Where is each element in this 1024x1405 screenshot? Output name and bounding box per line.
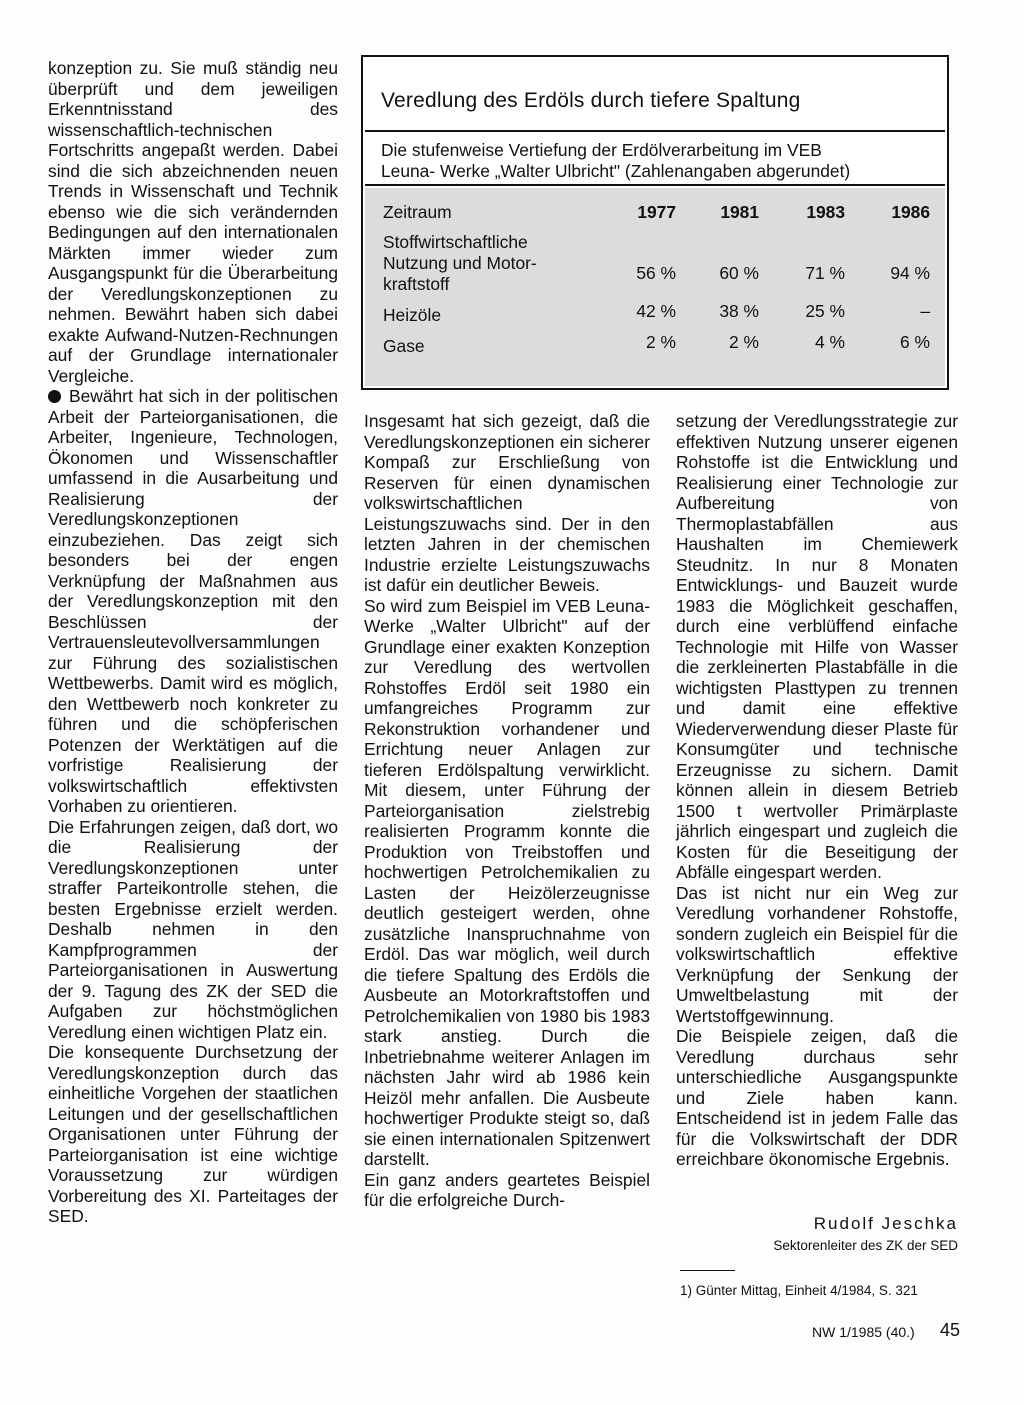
- paragraph-bulleted: [48, 386, 338, 817]
- data-table: [365, 188, 945, 386]
- table-cell: 60 %: [719, 263, 759, 283]
- table-cell: 6 %: [900, 332, 930, 352]
- subtitle-line: Die stufenweise Vertiefung der Erdölverarbeitung im VEB: [381, 140, 822, 160]
- column-left: [48, 58, 338, 1227]
- author-name: Rudolf Jeschka: [813, 1214, 958, 1233]
- row-label-line: kraftstoff: [383, 274, 450, 294]
- table-cell: 2 %: [646, 332, 676, 352]
- year-header: 1977: [637, 202, 676, 222]
- footnote-divider: [680, 1270, 735, 1271]
- header-label: Zeitraum: [383, 202, 452, 222]
- footnote: 1) Günter Mittag, Einheit 4/1984, S. 321: [680, 1283, 918, 1298]
- paragraph: setzung der Veredlungsstrategie zur effektiven Nutzung unserer eigenen Rohstoffe ist die Entwicklung und Realisierung einer Technologie zur Aufbereitung von Thermoplastabfällen aus Haushalten im Chemiewerk Steudnitz. In nur 8 Monaten Entwicklungs- und Bauzeit wurde 1983 die Möglichkeit geschaffen, durch eine verblüffend einfache Technologie mit Hilfe von Wasser die zerkleinerten Plastabfälle in die wichtigsten Plasttypen zu trennen und damit eine effektive Wiederverwendung dieser Plaste für Konsumgüter und technische Erzeugnisse zu sichern. Damit können allein in diesem Betrieb 1500 t wertvoller Primärplaste jährlich eingespart und zugleich die Kosten für die Beseitigung der Abfälle eingespart werden.: [676, 411, 958, 882]
- paragraph: Das ist nicht nur ein Weg zur Veredlung vorhandener Rohstoffe, sondern zugleich ein Beispiel für die volkswirtschaftlich effektive Verknüpfung der Senkung der Umweltbelastung mit der Wertstoffgewinnung.: [676, 882, 958, 1026]
- table-cell: –: [920, 301, 930, 321]
- row-label: Gase: [383, 336, 425, 356]
- bullet-icon: [48, 390, 61, 403]
- year-header: 1981: [720, 202, 759, 222]
- row-label: [383, 232, 537, 295]
- table-cell: 42 %: [636, 301, 676, 321]
- row-label-line: Stoffwirtschaftliche: [383, 232, 528, 252]
- info-box-subtitle: [365, 130, 945, 186]
- table-cell: 4 %: [815, 332, 845, 352]
- page-number: 45: [940, 1320, 961, 1340]
- paragraph: Insgesamt hat sich gezeigt, daß die Veredlungskonzeptionen ein sicherer Kompaß zur Erschließung von Reserven für einen dynamischen volkswirtschaftlichen Leistungszuwachs sind. Der in den letzten Jahren in der chemischen Industrie erzielte Leistungszuwachs ist dafür ein deutlicher Beweis.: [364, 411, 650, 595]
- subtitle-line: Leuna- Werke „Walter Ulbricht" (Zahlenangaben abgerundet): [381, 161, 851, 181]
- table-cell: 94 %: [890, 263, 930, 283]
- year-header: 1986: [891, 202, 930, 222]
- author-role: Sektorenleiter des ZK der SED: [773, 1238, 958, 1253]
- paragraph-text: Bewährt hat sich in der politischen Arbeit der Parteiorganisationen, die Arbeiter, Ingenieure, Technologen, Ökonomen und Wissenschaftler umfassend in die Ausarbeitung und Realisierung der Veredlungskonzeptionen einzubeziehen. Das zeigt sich besonders bei der engen Verknüpfung der Maßnahmen aus der Veredlungskonzeption mit den Beschlüssen der Vertrauensleutevollversammlungen zur Führung des sozialistischen Wettbewerbs. Damit wird es möglich, den Wettbewerb noch konkreter zu führen und die schöpferischen Potenzen der Werktätigen auf die vorfristige Realisierung der volkswirtschaftlich effektivsten Vorhaben zu orientieren.: [48, 386, 338, 816]
- table-cell: 38 %: [719, 301, 759, 321]
- row-label: Heizöle: [383, 305, 441, 325]
- row-label-line: Nutzung und Motor-: [383, 253, 537, 273]
- paragraph: So wird zum Beispiel im VEB Leuna-Werke „Walter Ulbricht" auf der Grundlage einer exakten Konzeption zur Veredlung des wertvollen Rohstoffes Erdöl seit 1980 ein umfangreiches Programm zur Rekonstruktion vorhandener und Errichtung neuer Anlagen zur tieferen Erdölspaltung verwirklicht. Mit diesem, unter Führung der Parteiorganisation zielstrebig realisierten Programm konnte die Produktion von Treibstoffen und hochwertigen Petrolchemikalien zu Lasten der Heizölerzeugnisse deutlich gesteigert werden, ohne zusätzliche Inanspruchnahme von Erdöl. Das war möglich, weil durch die tiefere Spaltung des Erdöls die Ausbeute an Motorkraftstoffen und Petrolchemikalien von 1980 bis 1983 stark anstieg. Durch die Inbetriebnahme weiterer Anlagen im nächsten Jahr wird ab 1986 kein Heizöl mehr anfallen. Die Ausbeute hochwertiger Produkte steigt so, daß sie einen internationalen Spitzenwert darstellt.: [364, 595, 650, 1169]
- info-box: [361, 55, 949, 390]
- page-reference: NW 1/1985 (40.): [812, 1324, 915, 1340]
- year-header: 1983: [806, 202, 845, 222]
- table-cell: 56 %: [636, 263, 676, 283]
- column-middle: [364, 411, 650, 1211]
- table-cell: 71 %: [805, 263, 845, 283]
- table-cell: 2 %: [729, 332, 759, 352]
- paragraph: Die konsequente Durchsetzung der Veredlungskonzeption durch das einheitliche Vorgehen der staatlichen Leitungen und der gesellschaftlichen Organisationen unter Führung der Parteiorganisation ist eine wichtige Voraussetzung zur würdigen Vorbereitung des XI. Parteitages der SED.: [48, 1042, 338, 1226]
- paragraph: Ein ganz anders geartetes Beispiel für die erfolgreiche Durch-: [364, 1169, 650, 1210]
- table-cell: 25 %: [805, 301, 845, 321]
- info-box-title: Veredlung des Erdöls durch tiefere Spaltung: [381, 89, 801, 112]
- paragraph: Die Beispiele zeigen, daß die Veredlung durchaus sehr unterschiedliche Ausgangspunkte und Ziele haben kann. Entscheidend ist in jedem Falle das für die Volkswirtschaft der DDR erreichbare ökonomische Ergebnis.: [676, 1026, 958, 1169]
- paragraph: Die Erfahrungen zeigen, daß dort, wo die Realisierung der Veredlungskonzeptionen unter straffer Parteikontrolle stehen, die besten Ergebnisse erzielt werden. Deshalb nehmen in den Kampfprogrammen der Parteiorganisationen in Auswertung der 9. Tagung des ZK der SED die Aufgaben zur höchstmöglichen Veredlung einen wichtigen Platz ein.: [48, 816, 338, 1042]
- column-right: [676, 411, 958, 1170]
- paragraph: konzeption zu. Sie muß ständig neu überprüft und dem jeweiligen Erkenntnisstand des wissenschaftlich-technischen Fortschritts angepaßt werden. Dabei sind die sich abzeichnenden neuen Trends in Wissenschaft und Technik ebenso wie die sich verändernden Bedingungen auf den internationalen Märkten immer wieder zum Ausgangspunkt für die Überarbeitung der Veredlungskonzeptionen zu nehmen. Bewährt haben sich dabei exakte Aufwand-Nutzen-Rechnungen auf der Grundlage internationaler Vergleiche.: [48, 58, 338, 386]
